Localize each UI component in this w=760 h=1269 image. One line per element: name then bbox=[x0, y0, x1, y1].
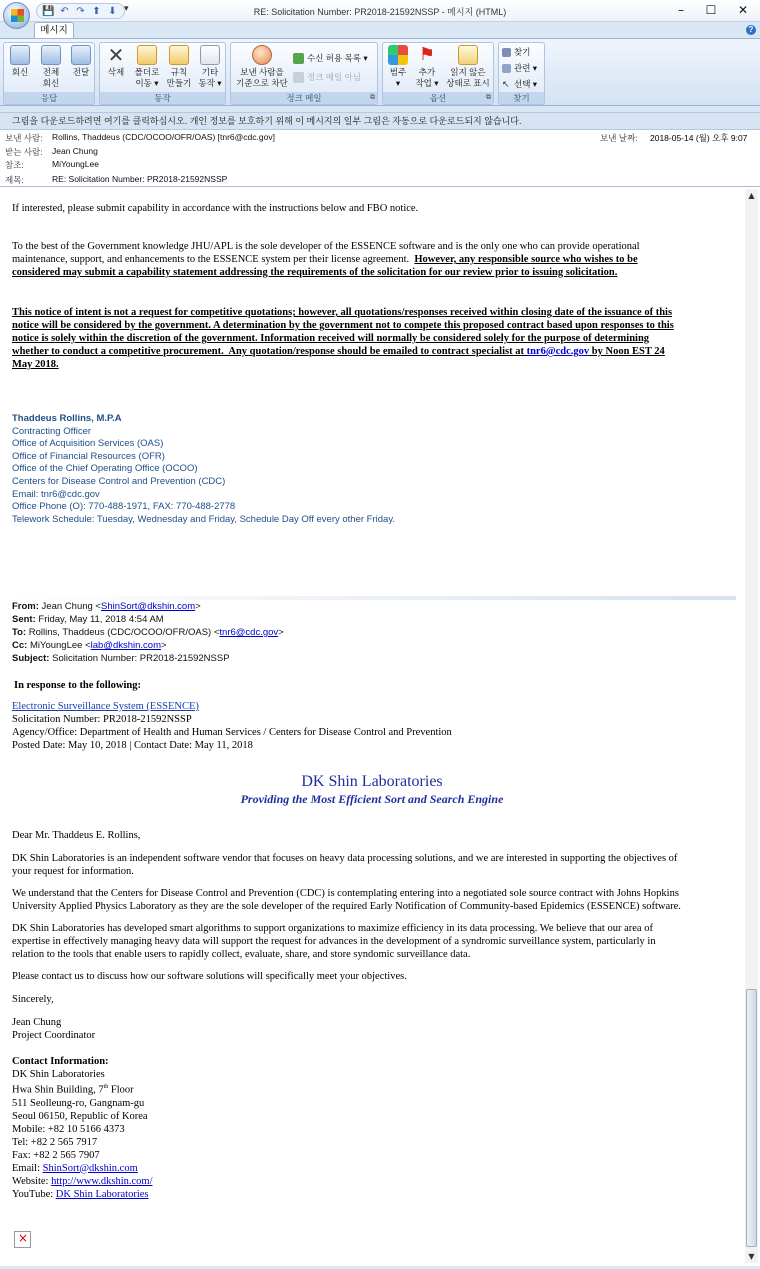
signature-line: Centers for Disease Control and Prevention (CDC) bbox=[12, 475, 226, 487]
binoculars-icon bbox=[502, 48, 511, 57]
safe-list-icon bbox=[293, 53, 304, 64]
fwd-cc-name: MiYoungLee < bbox=[27, 640, 91, 651]
follow-up-button[interactable] bbox=[412, 45, 442, 89]
rule-label-2: 만들기 bbox=[166, 78, 192, 88]
group-actions bbox=[99, 42, 226, 105]
letter-paragraph-3 bbox=[12, 922, 734, 961]
group-label-find: 찾기 bbox=[499, 92, 544, 104]
text-line: We understand that the Centers for Disease Control and Prevention (CDC) is contemplating entering into a negotiated sole source contract with Johns Hopkins bbox=[12, 888, 679, 899]
create-rule-button[interactable] bbox=[164, 45, 194, 89]
signature-block bbox=[12, 413, 734, 526]
reply-all-label-2: 회신 bbox=[42, 78, 60, 88]
sender-name: Jean Chung bbox=[12, 1017, 62, 1028]
ribbon-tab-row bbox=[0, 22, 760, 38]
reply-paragraph-2 bbox=[12, 240, 734, 279]
title-bar bbox=[0, 0, 760, 22]
agency-office: Agency/Office: Department of Health and Human Services / Centers for Disease Control and Prevention bbox=[12, 727, 452, 738]
sender-block bbox=[12, 1016, 734, 1042]
save-icon[interactable]: 💾 bbox=[42, 5, 55, 17]
fwd-from-name: Jean Chung < bbox=[38, 601, 101, 612]
categorize-label-2: ▾ bbox=[395, 78, 401, 88]
letter-paragraph-4: Please contact us to discuss how our software solutions will specifically meet your objectives. bbox=[12, 971, 407, 982]
contact-youtube-label: YouTube: bbox=[12, 1188, 56, 1200]
categorize-icon bbox=[388, 45, 408, 65]
other-label-1: 기타 bbox=[201, 67, 219, 77]
text-line: considered may submit a capability statement addressing the requirements of the solicitation for our review prior to issuing solicitation. bbox=[12, 267, 618, 278]
sincerely: Sincerely, bbox=[12, 994, 54, 1005]
fwd-subject-value: Solicitation Number: PR2018-21592NSSP bbox=[49, 653, 230, 664]
signature-line: Email: tnr6@cdc.gov bbox=[12, 488, 100, 500]
delete-label: 삭제 bbox=[107, 67, 125, 77]
fwd-from bbox=[12, 600, 201, 613]
categorize-label-1: 범주 bbox=[389, 67, 407, 77]
rule-label-1: 규칙 bbox=[170, 67, 188, 77]
mark-unread-button[interactable] bbox=[443, 45, 493, 89]
scroll-thumb[interactable] bbox=[746, 989, 757, 1247]
contact-company: DK Shin Laboratories bbox=[12, 1069, 105, 1080]
forwarded-header bbox=[10, 596, 736, 674]
group-label-actions: 동작 bbox=[100, 92, 225, 104]
block-label-1: 보낸 사람을 bbox=[240, 67, 284, 77]
fwd-subject bbox=[12, 652, 230, 665]
cc-label: 참조: bbox=[5, 160, 24, 170]
office-button[interactable] bbox=[3, 2, 30, 29]
other-actions-icon bbox=[200, 45, 220, 65]
next-item-icon[interactable]: ⬇ bbox=[108, 5, 117, 17]
group-options bbox=[382, 42, 494, 105]
group-label-junk: 정크 메일 bbox=[231, 92, 377, 104]
fwd-to-email-link[interactable]: tnr6@cdc.gov bbox=[219, 627, 279, 638]
fwd-to bbox=[12, 626, 284, 639]
select-label: 선택 ▾ bbox=[514, 79, 538, 89]
contact-heading: Contact Information: bbox=[12, 1056, 109, 1067]
solicitation-number: Solicitation Number: PR2018-21592NSSP bbox=[12, 714, 192, 725]
window-title: RE: Solicitation Number: PR2018-21592NSSP - 메시지 (HTML) bbox=[253, 7, 507, 17]
vertical-scrollbar[interactable] bbox=[745, 189, 758, 1263]
essence-link[interactable]: Electronic Surveillance System (ESSENCE) bbox=[12, 701, 199, 712]
sender-title: Project Coordinator bbox=[12, 1030, 96, 1041]
company-tagline: Providing the Most Efficient Sort and Search Engine bbox=[240, 792, 504, 806]
message-header bbox=[0, 130, 760, 187]
fwd-subject-label: Subject: bbox=[12, 653, 50, 664]
to-label: 받는 사람: bbox=[5, 147, 43, 157]
rule-icon bbox=[169, 45, 189, 65]
greeting: Dear Mr. Thaddeus E. Rollins, bbox=[12, 830, 141, 841]
maximize-button[interactable]: ☐ bbox=[705, 3, 717, 17]
sent-label: 보낸 날짜: bbox=[600, 133, 638, 143]
reply-all-button[interactable] bbox=[37, 45, 65, 89]
group-label-respond: 응답 bbox=[4, 92, 94, 104]
contact-information bbox=[12, 1055, 734, 1201]
customize-qat-icon[interactable]: ▾ bbox=[124, 4, 129, 14]
text-line: University Applied Physics Laboratory as they are the sole developer of the required Early Notification of Community-based Epidemics (ESSENCE) software. bbox=[12, 901, 681, 912]
not-junk-label: 정크 메일 아님 bbox=[307, 72, 361, 82]
scroll-down-icon[interactable]: ▼ bbox=[748, 1252, 755, 1261]
text-line: your request for information. bbox=[12, 866, 134, 877]
move-to-folder-button[interactable] bbox=[131, 45, 163, 89]
reply-all-icon bbox=[41, 45, 61, 65]
related-button[interactable] bbox=[502, 62, 537, 74]
contact-building: Hwa Shin Building, 7 bbox=[12, 1084, 104, 1096]
contact-address-1: 511 Seolleung-ro, Gangnam-gu bbox=[12, 1097, 145, 1109]
subject-value: RE: Solicitation Number: PR2018-21592NSSP bbox=[52, 174, 228, 184]
other-label-2: 동작 ▾ bbox=[198, 78, 222, 88]
contact-fax: Fax: +82 2 565 7907 bbox=[12, 1149, 100, 1161]
reply-label: 회신 bbox=[11, 67, 29, 77]
company-title: DK Shin Laboratories bbox=[301, 773, 443, 790]
tab-message[interactable]: 메시지 bbox=[34, 22, 74, 38]
text-line: expertise in effectively managing heavy data will support the request for advances in the development of a syndromic surveillance system, particularly in bbox=[12, 936, 656, 947]
help-icon[interactable]: ? bbox=[746, 25, 756, 35]
reply-paragraph-1: If interested, please submit capability in accordance with the instructions below and FBO notice. bbox=[12, 203, 419, 214]
undo-icon[interactable]: ↶ bbox=[60, 5, 69, 17]
signature-line: Office of the Chief Operating Office (OCOO) bbox=[12, 463, 198, 475]
ribbon bbox=[0, 38, 760, 106]
safe-list-label: 수신 허용 목록 ▾ bbox=[307, 53, 368, 63]
fwd-cc-email-link[interactable]: lab@dkshin.com bbox=[90, 640, 161, 651]
select-button[interactable] bbox=[502, 78, 537, 90]
previous-item-icon[interactable]: ⬆ bbox=[92, 5, 101, 17]
signature-line: Office of Financial Resources (OFR) bbox=[12, 450, 165, 462]
signature-name: Thaddeus Rollins, M.P.A bbox=[12, 413, 122, 424]
letter-paragraph-2 bbox=[12, 887, 734, 913]
not-junk-icon bbox=[293, 72, 304, 83]
related-icon bbox=[502, 64, 511, 73]
posted-date: Posted Date: May 10, 2018 | Contact Date: May 11, 2018 bbox=[12, 740, 253, 751]
unread-label-2: 상태로 표시 bbox=[446, 78, 490, 88]
fwd-cc-label: Cc: bbox=[12, 640, 28, 651]
contact-building-floor: Floor bbox=[108, 1084, 134, 1096]
cc-value[interactable]: MiYoungLee bbox=[52, 159, 99, 169]
related-label: 관련 ▾ bbox=[514, 63, 538, 73]
block-label-2: 기준으로 차단 bbox=[236, 78, 288, 88]
contact-website-link[interactable]: http://www.dkshin.com/ bbox=[51, 1175, 153, 1187]
unread-label-1: 읽지 않은 bbox=[450, 67, 486, 77]
office-logo-icon bbox=[11, 9, 24, 22]
text-line: by Noon EST 24 bbox=[589, 346, 665, 357]
reply-all-label-1: 전체 bbox=[42, 67, 60, 77]
fwd-sent bbox=[12, 613, 164, 626]
other-actions-button[interactable] bbox=[195, 45, 225, 89]
group-find bbox=[498, 42, 545, 105]
block-sender-button[interactable] bbox=[233, 45, 291, 89]
text-line: notice is solely within the discretion of the government. Information received will normally be considered solely for the purpose of determining bbox=[12, 333, 650, 344]
not-junk-button[interactable] bbox=[293, 71, 361, 83]
contact-website-label: Website: bbox=[12, 1175, 52, 1187]
followup-label-1: 추가 bbox=[418, 67, 436, 77]
text-line: To the best of the Government knowledge JHU/APL is the sole developer of the ESSENCE software and is the only one who can provide operational bbox=[12, 241, 640, 252]
solicitation-info bbox=[12, 700, 734, 752]
reply-button[interactable] bbox=[7, 45, 33, 78]
signature-line: Contracting Officer bbox=[12, 425, 92, 437]
forward-icon bbox=[71, 45, 91, 65]
from-label: 보낸 사람: bbox=[5, 133, 43, 143]
find-button[interactable] bbox=[502, 46, 530, 58]
categorize-button[interactable] bbox=[385, 45, 411, 89]
fwd-cc-end: > bbox=[161, 640, 167, 651]
contact-address-2: Seoul 06150, Republic of Korea bbox=[12, 1110, 148, 1122]
message-content bbox=[0, 187, 744, 1267]
signature-line: Office of Acquisition Services (OAS) bbox=[12, 438, 164, 450]
text-line: whether to conduct a competitive procurement. Any quotation/response should be emailed to contract specialist at bbox=[12, 346, 527, 357]
block-sender-icon bbox=[252, 45, 272, 65]
cursor-icon: ↖ bbox=[502, 78, 510, 89]
followup-label-2: 작업 ▾ bbox=[415, 78, 439, 88]
fwd-from-email-link[interactable]: ShinSort@dkshin.com bbox=[100, 601, 196, 612]
redo-icon[interactable]: ↷ bbox=[76, 5, 85, 17]
flag-icon: ⚑ bbox=[418, 44, 436, 65]
subject-label: 제목: bbox=[5, 175, 24, 185]
group-junk-mail bbox=[230, 42, 378, 105]
scroll-up-icon[interactable]: ▲ bbox=[748, 191, 755, 200]
fwd-from-end: > bbox=[195, 601, 201, 612]
text-line: DK Shin Laboratories is an independent software vendor that focuses on heavy data processing solutions, and we are interested in supporting the objectives of bbox=[12, 853, 678, 864]
fwd-cc bbox=[12, 639, 167, 652]
close-button[interactable]: ✕ bbox=[737, 3, 749, 17]
fwd-to-label: To: bbox=[12, 627, 27, 638]
group-label-options: 옵션 bbox=[383, 92, 493, 104]
fwd-from-label: From: bbox=[12, 601, 39, 612]
text-line: May 2018. bbox=[12, 359, 59, 370]
contact-youtube-link[interactable]: DK Shin Laboratories bbox=[55, 1188, 149, 1200]
contract-email-link[interactable]: tnr6@cdc.gov bbox=[526, 346, 590, 357]
fwd-to-name: Rollins, Thaddeus (CDC/OCOO/OFR/OAS) < bbox=[26, 627, 220, 638]
delete-icon: ✕ bbox=[107, 43, 125, 67]
contact-mobile: Mobile: +82 10 5166 4373 bbox=[12, 1123, 125, 1135]
text-line: This notice of intent is not a request for competitive quotations; however, all quotations/responses received within closing date of the issuance of this bbox=[12, 307, 673, 318]
fwd-sent-value: Friday, May 11, 2018 4:54 AM bbox=[35, 614, 164, 625]
text-line: However, any responsible source who wishes to be bbox=[414, 254, 638, 265]
signature-line: Telework Schedule: Tuesday, Wednesday and Friday, Schedule Day Off every other Friday. bbox=[12, 513, 396, 525]
move-label-1: 폴더로 bbox=[134, 67, 160, 77]
signature-line: Office Phone (O): 770-488-1971, FAX: 770-488-2778 bbox=[12, 501, 236, 513]
find-label: 찾기 bbox=[514, 47, 531, 57]
to-value[interactable]: Jean Chung bbox=[52, 146, 98, 156]
reply-paragraph-3 bbox=[12, 306, 734, 371]
download-pictures-infobar[interactable]: 그림을 다운로드하려면 여기를 클릭하십시오. 개인 정보를 보호하기 위해 이 메시지의 일부 그림은 자동으로 다운로드되지 않습니다. bbox=[0, 112, 760, 130]
dialog-launcher-icon[interactable]: ⧉ bbox=[486, 94, 491, 101]
group-respond bbox=[3, 42, 95, 105]
forward-label: 전달 bbox=[72, 67, 90, 77]
move-label-2: 이동 ▾ bbox=[135, 78, 159, 88]
in-response-heading: In response to the following: bbox=[14, 680, 141, 691]
broken-image-icon[interactable] bbox=[14, 1231, 31, 1248]
contact-email-label: Email: bbox=[12, 1162, 43, 1174]
letter-paragraph-1 bbox=[12, 852, 734, 878]
text-line: maintenance, support, and enhancements to the ESSENCE system per their license agreement. bbox=[12, 254, 415, 265]
delete-button[interactable] bbox=[102, 45, 130, 78]
text-line: DK Shin Laboratories has developed smart algorithms to support organizations to maximize efficiency in its data processing. We believe that our area of bbox=[12, 923, 653, 934]
folder-icon bbox=[137, 45, 157, 65]
from-value[interactable]: Rollins, Thaddeus (CDC/OCOO/OFR/OAS) [tnr6@cdc.gov] bbox=[52, 132, 275, 142]
contact-tel: Tel: +82 2 565 7917 bbox=[12, 1136, 98, 1148]
text-line: relation to the tools that enable users to rapidly collect, evaluate, share, and store syndomic surveillance data. bbox=[12, 949, 471, 960]
fwd-to-end: > bbox=[278, 627, 284, 638]
message-body bbox=[0, 186, 760, 1266]
dialog-launcher-icon[interactable]: ⧉ bbox=[370, 94, 375, 101]
forward-button[interactable] bbox=[68, 45, 94, 78]
text-line: notice will be considered by the government. A determination by the government not to compete this proposed contract based upon responses to this bbox=[12, 320, 674, 331]
fwd-sent-label: Sent: bbox=[12, 614, 36, 625]
envelope-icon bbox=[458, 45, 478, 65]
contact-email-link[interactable]: ShinSort@dkshin.com bbox=[42, 1162, 138, 1174]
reply-icon bbox=[10, 45, 30, 65]
safe-list-button[interactable] bbox=[293, 52, 368, 64]
sent-value: 2018-05-14 (월) 오후 9:07 bbox=[650, 133, 748, 143]
minimize-button[interactable]: – bbox=[678, 3, 684, 17]
contact-building-sup: th bbox=[103, 1084, 109, 1090]
